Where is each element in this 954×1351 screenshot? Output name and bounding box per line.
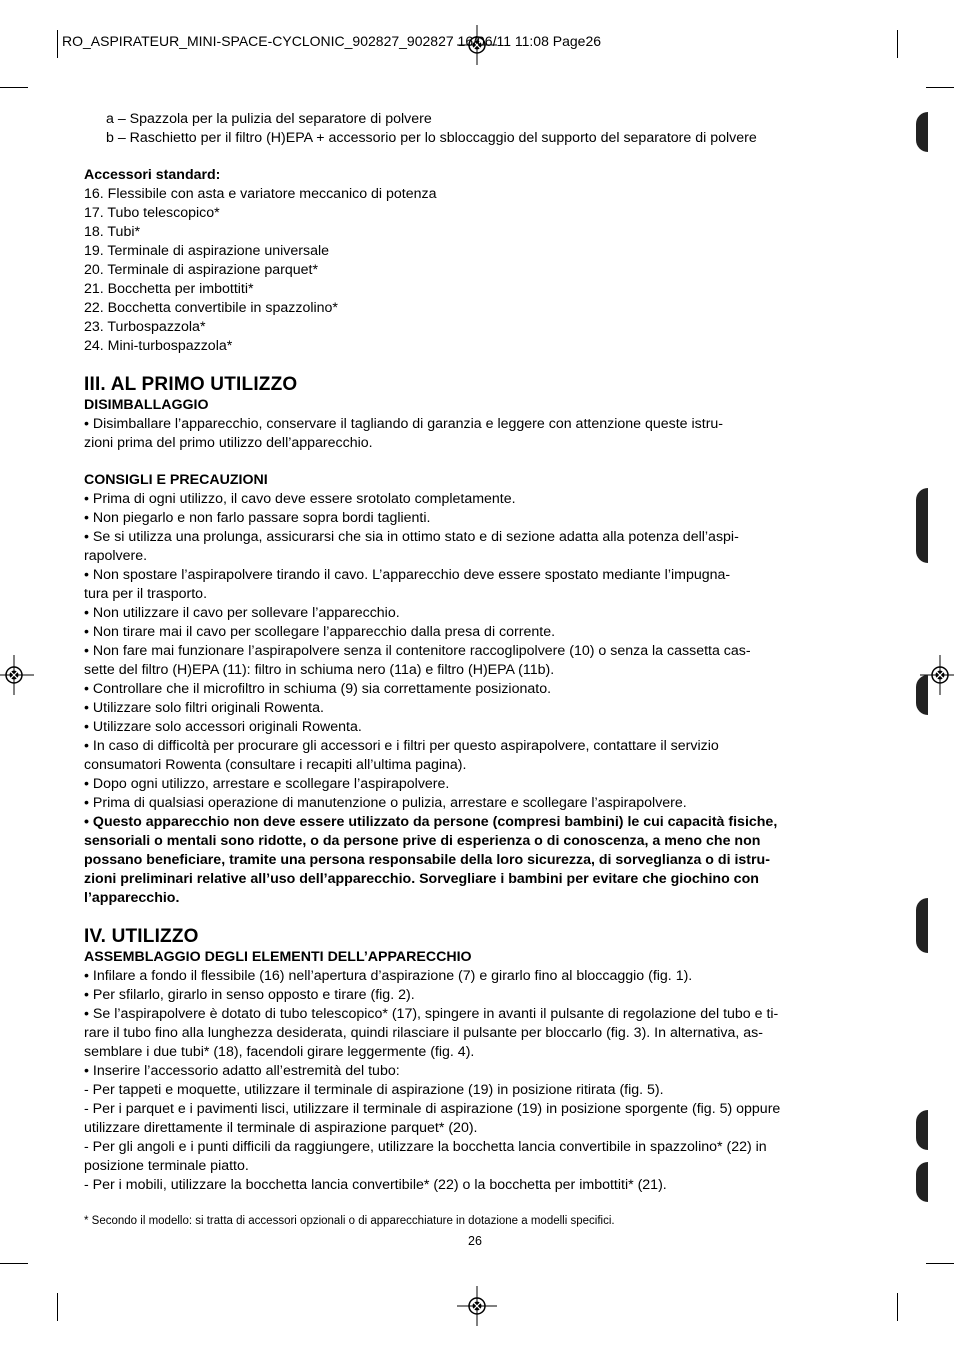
crop-mark [897, 30, 898, 58]
paragraph-line: • Infilare a fondo il flessibile (16) nell’apertura d’aspirazione (7) e girarlo fino al bloccaggio (fig. 1). [84, 968, 693, 984]
paragraph-line: tura per il trasporto. [84, 586, 208, 602]
list-item: 22. Bocchetta convertibile in spazzolino* [84, 300, 338, 316]
list-item: 21. Bocchetta per imbottiti* [84, 281, 254, 297]
list-item: 20. Terminale di aspirazione parquet* [84, 262, 318, 278]
crop-mark [897, 1293, 898, 1321]
list-item: a – Spazzola per la pulizia del separatore di polvere [106, 111, 432, 127]
paragraph-line: - Per i parquet e i pavimenti lisci, utilizzare il terminale di aspirazione (19) in posizione sporgente (fig. 5) oppure [84, 1101, 781, 1117]
paragraph-line: sette del filtro (H)EPA (11): filtro in schiuma nero (11a) e filtro (H)EPA (11b). [84, 662, 555, 678]
list-item: 19. Terminale di aspirazione universale [84, 243, 330, 259]
paragraph-line: rapolvere. [84, 548, 148, 564]
paragraph-line: • Non spostare l’aspirapolvere tirando il cavo. L’apparecchio deve essere spostato mediante l’impugna- [84, 567, 731, 583]
paragraph-line: • Disimballare l’apparecchio, conservare il tagliando di garanzia e leggere con attenzione queste istru- [84, 416, 724, 432]
paragraph-line: - Per gli angoli e i punti difficili da raggiungere, utilizzare la bocchetta lancia convertibile in spazzolino* (22) in [84, 1139, 767, 1155]
paragraph-line: • Prima di ogni utilizzo, il cavo deve essere srotolato completamente. [84, 491, 516, 507]
paragraph-line: zioni prima del primo utilizzo dell’apparecchio. [84, 435, 373, 451]
paragraph-line: • Per sfilarlo, girarlo in senso opposto e tirare (fig. 2). [84, 987, 415, 1003]
paragraph-line: possano beneficiare, tramite una persona responsabile della loro sicurezza, di sorveglianza o di istru- [84, 852, 770, 868]
page-body [84, 110, 874, 1195]
accessories-list [84, 185, 874, 356]
paragraph-line: - Per i mobili, utilizzare la bocchetta lancia convertibile* (22) o la bocchetta per imbottiti* (21). [84, 1177, 667, 1193]
subsection-heading: ASSEMBLAGGIO DEGLI ELEMENTI DELL’APPARECCHIO [84, 949, 472, 965]
registration-mark-icon [457, 1286, 497, 1326]
crop-mark [0, 87, 28, 88]
precautions-list [84, 490, 874, 813]
list-item: 17. Tubo telescopico* [84, 205, 220, 221]
print-slug: RO_ASPIRATEUR_MINI-SPACE-CYCLONIC_902827_902827 16/06/11 11:08 Page26 [62, 33, 602, 49]
paragraph-line: posizione terminale piatto. [84, 1158, 249, 1174]
page-number: 26 [468, 1234, 482, 1248]
paragraph-line: semblare i due tubi* (18), facendoli girare leggermente (fig. 4). [84, 1044, 475, 1060]
assembly-instructions [84, 967, 874, 1195]
paragraph-line: • Se l’aspirapolvere è dotato di tubo telescopico* (17), spingere in avanti il pulsante di regolazione del tubo e ti- [84, 1006, 779, 1022]
crop-mark [0, 1263, 28, 1264]
paragraph-line: - Per tappeti e moquette, utilizzare il terminale di aspirazione (19) in posizione ritirata (fig. 5). [84, 1082, 664, 1098]
thumb-tab [916, 675, 928, 715]
paragraph-line: • Non utilizzare il cavo per sollevare l’apparecchio. [84, 605, 400, 621]
paragraph-line: • Questo apparecchio non deve essere utilizzato da persone (compresi bambini) le cui capacità fisiche, [84, 814, 778, 830]
paragraph-line: sensoriali o mentali sono ridotte, o da persone prive di esperienza o di conoscenza, a meno che non [84, 833, 761, 849]
paragraph-line: • Prima di qualsiasi operazione di manutenzione o pulizia, arrestare e scollegare l’aspirapolvere. [84, 795, 687, 811]
thumb-tab [916, 1110, 928, 1150]
paragraph-line: • Non piegarlo e non farlo passare sopra bordi taglienti. [84, 510, 431, 526]
paragraph-line: • Utilizzare solo accessori originali Rowenta. [84, 719, 362, 735]
paragraph-line: • Controllare che il microfiltro in schiuma (9) sia correttamente posizionato. [84, 681, 552, 697]
safety-warning [84, 813, 874, 908]
thumb-tab [916, 112, 928, 152]
paragraph-line: • Se si utilizza una prolunga, assicurarsi che sia in ottimo stato e di sezione adatta alla potenza dell’aspi- [84, 529, 739, 545]
section-heading: IV. UTILIZZO [84, 926, 199, 947]
thumb-tab [916, 898, 928, 953]
paragraph-line: • In caso di difficoltà per procurare gli accessori e i filtri per questo aspirapolvere, contattare il servizio [84, 738, 719, 754]
intro-list [84, 110, 874, 148]
paragraph-line: l’apparecchio. [84, 890, 180, 906]
subsection-heading: DISIMBALLAGGIO [84, 397, 209, 413]
section-heading: III. AL PRIMO UTILIZZO [84, 374, 298, 395]
paragraph-line: utilizzare direttamente il terminale di aspirazione parquet* (20). [84, 1120, 478, 1136]
crop-mark [926, 87, 954, 88]
crop-mark [57, 1293, 58, 1321]
thumb-tab [916, 488, 928, 563]
accessories-title: Accessori standard: [84, 167, 221, 183]
paragraph-line: • Non fare mai funzionare l’aspirapolvere senza il contenitore raccoglipolvere (10) o senza la cassetta cas- [84, 643, 751, 659]
crop-mark [57, 30, 58, 58]
registration-mark-icon [0, 655, 34, 695]
paragraph-line: • Non tirare mai il cavo per scollegare l’apparecchio dalla presa di corrente. [84, 624, 556, 640]
crop-mark [926, 1263, 954, 1264]
list-item: 18. Tubi* [84, 224, 141, 240]
paragraph-line: • Utilizzare solo filtri originali Rowenta. [84, 700, 324, 716]
paragraph-line: rare il tubo fino alla lunghezza desiderata, quindi rilasciare il pulsante per bloccarlo (fig. 3). In alternativa, as- [84, 1025, 763, 1041]
list-item: b – Raschietto per il filtro (H)EPA + accessorio per lo sbloccaggio del supporto del separatore di polvere [106, 130, 757, 146]
paragraph-line: consumatori Rowenta (consultare i recapiti all’ultima pagina). [84, 757, 467, 773]
subsection-heading: CONSIGLI E PRECAUZIONI [84, 472, 268, 488]
list-item: 16. Flessibile con asta e variatore meccanico di potenza [84, 186, 437, 202]
paragraph-line: zioni preliminari relative all’uso dell’apparecchio. Sorvegliare i bambini per evitare che giochino con [84, 871, 759, 887]
list-item: 24. Mini-turbospazzola* [84, 338, 233, 354]
paragraph-line: • Dopo ogni utilizzo, arrestare e scollegare l’aspirapolvere. [84, 776, 450, 792]
list-item: 23. Turbospazzola* [84, 319, 206, 335]
footnote: * Secondo il modello: si tratta di accessori opzionali o di apparecchiature in dotazione a modelli specifici. [84, 1215, 615, 1227]
paragraph-line: • Inserire l’accessorio adatto all’estremità del tubo: [84, 1063, 400, 1079]
thumb-tab [916, 1162, 928, 1202]
